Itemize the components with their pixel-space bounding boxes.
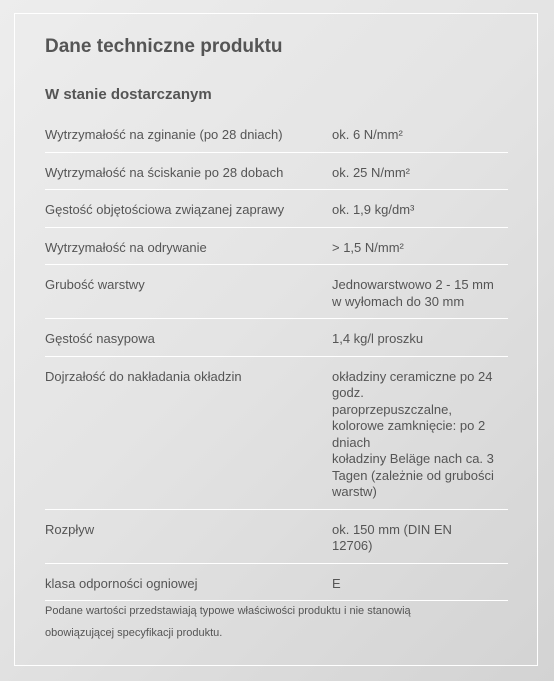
row-label: Rozpływ [45, 521, 95, 537]
row-value: Jednowarstwowo 2 - 15 mm w wyłomach do 30 mm [332, 277, 494, 309]
table-row [45, 153, 508, 191]
table-row [45, 190, 508, 228]
row-value: okładziny ceramiczne po 24 godz. paroprzepuszczalne, kolorowe zamknięcie: po 2 dniach koładziny Beläge nach ca. 3 Tagen (zależnie od grubości warstw) [332, 368, 494, 499]
row-value: ok. 25 N/mm² [332, 164, 411, 180]
row-label: Wytrzymałość na ściskanie po 28 dobach [45, 164, 284, 180]
row-label: Wytrzymałość na zginanie (po 28 dniach) [45, 127, 283, 142]
row-value: > 1,5 N/mm² [332, 239, 404, 255]
row-label: Wytrzymałość na odrywanie [45, 239, 207, 255]
row-value: ok. 150 mm (DIN EN 12706) [332, 521, 452, 553]
row-value: ok. 1,9 kg/dm³ [332, 202, 415, 217]
row-label: Gęstość objętościowa związanej zaprawy [45, 202, 285, 217]
table-row [45, 265, 508, 319]
table-row [45, 510, 508, 564]
row-label: Grubość warstwy [45, 277, 145, 292]
technical-data-panel [14, 13, 538, 666]
table-row [45, 357, 508, 510]
row-label: Dojrzałość do nakładania okładzin [45, 368, 242, 384]
page-title: Dane techniczne produktu [45, 36, 283, 57]
row-value: ok. 6 N/mm² [332, 127, 403, 142]
row-label: Gęstość nasypowa [45, 331, 155, 346]
table-row [45, 319, 508, 357]
table-row [45, 564, 508, 602]
disclaimer-note: Podane wartości przedstawiają typowe właściwości produktu i nie stanowią obowiązującej specyfikacji produktu. [45, 605, 411, 639]
table-row [45, 228, 508, 266]
row-value: E [332, 575, 341, 591]
table-row [45, 115, 508, 153]
row-label: klasa odporności ogniowej [45, 575, 198, 591]
row-value: 1,4 kg/l proszku [332, 331, 424, 346]
technical-data-table [45, 115, 508, 601]
section-subtitle: W stanie dostarczanym [45, 86, 212, 103]
